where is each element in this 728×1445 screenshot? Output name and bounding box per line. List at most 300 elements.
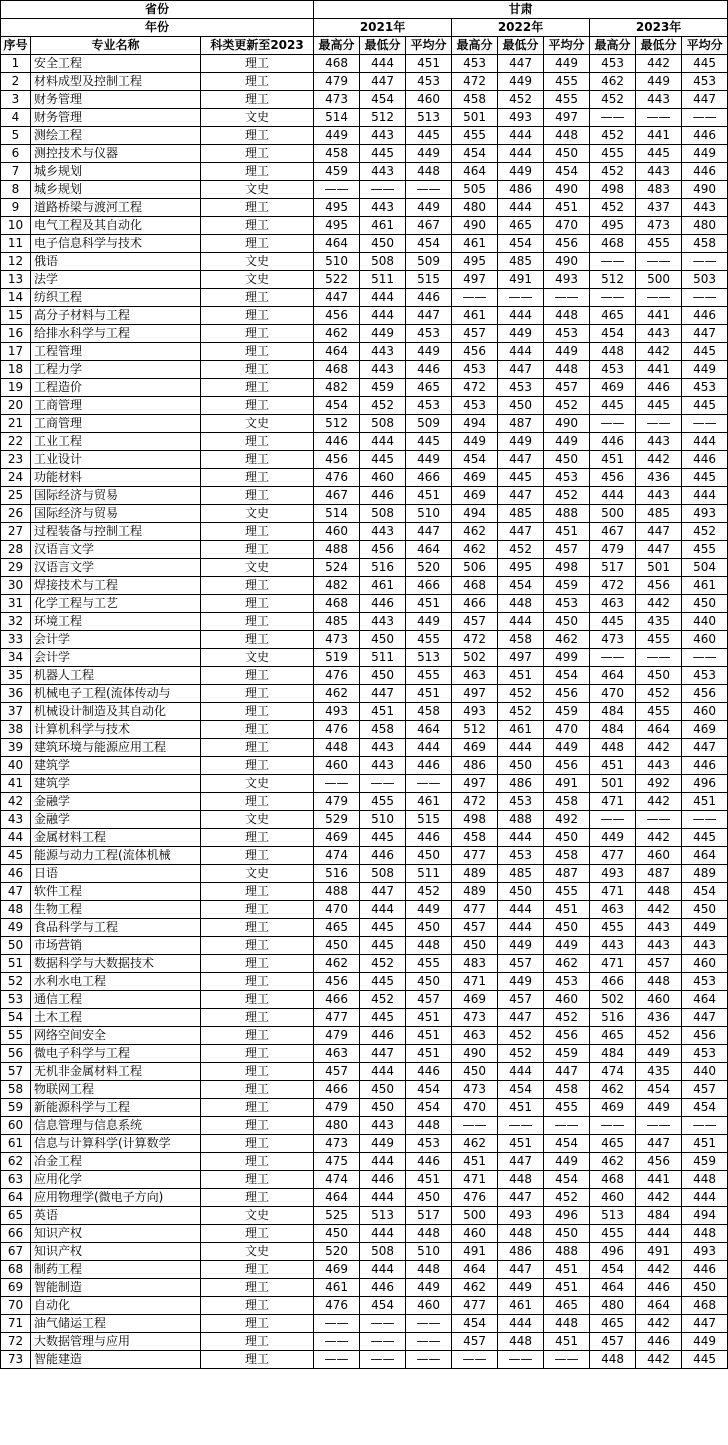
max-2021: 488 (314, 541, 360, 559)
min-2023: 446 (636, 1333, 682, 1351)
max-2022: 495 (452, 253, 498, 271)
max-2022: 468 (452, 577, 498, 595)
max-2023: 469 (590, 379, 636, 397)
major-name: 环境工程 (31, 613, 201, 631)
avg-2023: 445 (682, 397, 728, 415)
avg-2021: 448 (406, 937, 452, 955)
min-2021: 443 (360, 199, 406, 217)
major-name: 知识产权 (31, 1225, 201, 1243)
row-index: 44 (1, 829, 31, 847)
major-name: 信息与计算科学(计算数学 (31, 1135, 201, 1153)
max-2021: 477 (314, 1009, 360, 1027)
min-2021: 508 (360, 505, 406, 523)
min-2021: 443 (360, 127, 406, 145)
major-name: 金融学 (31, 811, 201, 829)
min-2021: 450 (360, 235, 406, 253)
max-2023: 455 (590, 919, 636, 937)
min-2021: 449 (360, 325, 406, 343)
major-name: 大数据管理与应用 (31, 1333, 201, 1351)
avg-2023: 460 (682, 703, 728, 721)
max-2023: 451 (590, 757, 636, 775)
avg-2021: 515 (406, 811, 452, 829)
max-2021: 485 (314, 613, 360, 631)
min-2022: 454 (498, 577, 544, 595)
min-2022: 452 (498, 1045, 544, 1063)
avg-2023: 504 (682, 559, 728, 577)
max-2022: 462 (452, 1135, 498, 1153)
max-2022: 469 (452, 991, 498, 1009)
row-index: 42 (1, 793, 31, 811)
major-name: 微电子科学与工程 (31, 1045, 201, 1063)
major-name: 无机非金属材料工程 (31, 1063, 201, 1081)
avg-2021: 447 (406, 523, 452, 541)
avg-2021: 460 (406, 1297, 452, 1315)
major-name: 智能建造 (31, 1351, 201, 1369)
min-2021: 508 (360, 415, 406, 433)
min-2023: 445 (636, 397, 682, 415)
subject-type: 文史 (201, 109, 314, 127)
avg-2021: 446 (406, 1063, 452, 1081)
max-2023: 443 (590, 937, 636, 955)
major-name: 国际经济与贸易 (31, 487, 201, 505)
subject-type: 理工 (201, 739, 314, 757)
table-row (1, 73, 728, 91)
avg-2021: 446 (406, 829, 452, 847)
min-2022: —— (498, 289, 544, 307)
min-2021: 450 (360, 1099, 406, 1117)
max-2022: 453 (452, 55, 498, 73)
avg-2023: 461 (682, 577, 728, 595)
max-2023: 464 (590, 667, 636, 685)
max-2021: 469 (314, 1261, 360, 1279)
min-2022: 457 (498, 991, 544, 1009)
min-2022: 449 (498, 73, 544, 91)
max-2023: —— (590, 649, 636, 667)
table-row (1, 289, 728, 307)
max-2021: 466 (314, 1081, 360, 1099)
min-2022: 486 (498, 775, 544, 793)
max-2023: 480 (590, 1297, 636, 1315)
avg-2022: 454 (544, 1171, 590, 1189)
min-2023: 452 (636, 685, 682, 703)
max-2021: 469 (314, 829, 360, 847)
table-row (1, 685, 728, 703)
max-2023: 445 (590, 613, 636, 631)
max-2021: 476 (314, 721, 360, 739)
table-row (1, 901, 728, 919)
max-2023: 484 (590, 721, 636, 739)
max-2023: —— (590, 415, 636, 433)
major-name: 功能材料 (31, 469, 201, 487)
subject-type: 文史 (201, 559, 314, 577)
avg-2021: 451 (406, 55, 452, 73)
min-2021: 443 (360, 163, 406, 181)
row-index: 54 (1, 1009, 31, 1027)
min-2022: 449 (498, 973, 544, 991)
subject-type: 理工 (201, 1279, 314, 1297)
avg-2022: 451 (544, 1333, 590, 1351)
max-2023: 453 (590, 55, 636, 73)
major-name: 安全工程 (31, 55, 201, 73)
min-2021: 446 (360, 1279, 406, 1297)
row-index: 37 (1, 703, 31, 721)
max-2022: 453 (452, 361, 498, 379)
avg-2021: 450 (406, 847, 452, 865)
table-row (1, 955, 728, 973)
table-row (1, 811, 728, 829)
major-name: 市场营销 (31, 937, 201, 955)
subject-type: 理工 (201, 1153, 314, 1171)
max-2021: 461 (314, 1279, 360, 1297)
max-2022: 471 (452, 1171, 498, 1189)
avg-2023: 454 (682, 883, 728, 901)
min-2023: 442 (636, 1315, 682, 1333)
col-avg-2022: 平均分 (544, 37, 590, 55)
table-row (1, 505, 728, 523)
major-name: 材料成型及控制工程 (31, 73, 201, 91)
table-row (1, 865, 728, 883)
row-index: 73 (1, 1351, 31, 1369)
min-2021: 446 (360, 487, 406, 505)
max-2021: 524 (314, 559, 360, 577)
avg-2023: 446 (682, 127, 728, 145)
table-row (1, 91, 728, 109)
avg-2021: 466 (406, 469, 452, 487)
subject-type: 理工 (201, 1351, 314, 1369)
province-row (1, 1, 728, 19)
row-index: 5 (1, 127, 31, 145)
row-index: 20 (1, 397, 31, 415)
avg-2023: 443 (682, 937, 728, 955)
min-2021: 449 (360, 1135, 406, 1153)
min-2023: 442 (636, 595, 682, 613)
avg-2021: 510 (406, 1243, 452, 1261)
max-2023: 452 (590, 127, 636, 145)
table-row (1, 1243, 728, 1261)
subject-type: 理工 (201, 541, 314, 559)
avg-2022: 448 (544, 307, 590, 325)
avg-2021: 466 (406, 577, 452, 595)
subject-type: 理工 (201, 1063, 314, 1081)
table-row (1, 937, 728, 955)
min-2021: 445 (360, 973, 406, 991)
avg-2023: 448 (682, 1171, 728, 1189)
avg-2022: 450 (544, 1225, 590, 1243)
avg-2023: 444 (682, 1189, 728, 1207)
major-name: 化学工程与工艺 (31, 595, 201, 613)
row-index: 53 (1, 991, 31, 1009)
min-2021: 512 (360, 109, 406, 127)
max-2023: 462 (590, 1081, 636, 1099)
row-index: 19 (1, 379, 31, 397)
subject-type: 理工 (201, 469, 314, 487)
major-name: 机械电子工程(流体传动与 (31, 685, 201, 703)
row-index: 58 (1, 1081, 31, 1099)
min-2021: 461 (360, 577, 406, 595)
max-2023: 479 (590, 541, 636, 559)
max-2022: 483 (452, 955, 498, 973)
avg-2023: —— (682, 289, 728, 307)
max-2022: 489 (452, 883, 498, 901)
max-2021: 473 (314, 631, 360, 649)
avg-2021: 449 (406, 1279, 452, 1297)
max-2021: —— (314, 775, 360, 793)
min-2022: 450 (498, 397, 544, 415)
major-name: 俄语 (31, 253, 201, 271)
subject-type: 理工 (201, 163, 314, 181)
table-row (1, 325, 728, 343)
min-2022: 447 (498, 523, 544, 541)
avg-2023: 493 (682, 505, 728, 523)
subject-type: 文史 (201, 865, 314, 883)
max-2021: 458 (314, 145, 360, 163)
min-2023: 473 (636, 217, 682, 235)
avg-2021: 454 (406, 1099, 452, 1117)
table-row (1, 1189, 728, 1207)
avg-2021: 446 (406, 289, 452, 307)
subject-type: 文史 (201, 811, 314, 829)
avg-2023: 447 (682, 325, 728, 343)
min-2021: 444 (360, 307, 406, 325)
avg-2022: 460 (544, 991, 590, 1009)
avg-2023: 460 (682, 631, 728, 649)
row-index: 40 (1, 757, 31, 775)
max-2022: 506 (452, 559, 498, 577)
major-name: 给排水科学与工程 (31, 325, 201, 343)
avg-2023: 453 (682, 1045, 728, 1063)
min-2023: 449 (636, 73, 682, 91)
col-min-2023: 最低分 (636, 37, 682, 55)
min-2021: 446 (360, 1171, 406, 1189)
avg-2022: 457 (544, 379, 590, 397)
subject-type: 理工 (201, 1081, 314, 1099)
min-2023: 487 (636, 865, 682, 883)
min-2022: 486 (498, 181, 544, 199)
max-2023: 468 (590, 1171, 636, 1189)
avg-2023: 450 (682, 1279, 728, 1297)
min-2023: 456 (636, 1153, 682, 1171)
max-2021: 449 (314, 127, 360, 145)
max-2021: 495 (314, 199, 360, 217)
subject-type: 理工 (201, 1261, 314, 1279)
table-row (1, 1045, 728, 1063)
table-row (1, 973, 728, 991)
avg-2022: 458 (544, 847, 590, 865)
avg-2022: 488 (544, 1243, 590, 1261)
avg-2023: 440 (682, 613, 728, 631)
avg-2022: 456 (544, 235, 590, 253)
min-2021: 444 (360, 289, 406, 307)
min-2021: 444 (360, 1189, 406, 1207)
min-2022: 491 (498, 271, 544, 289)
max-2022: 512 (452, 721, 498, 739)
min-2022: 453 (498, 793, 544, 811)
max-2022: 449 (452, 433, 498, 451)
min-2022: 452 (498, 1027, 544, 1045)
max-2023: 455 (590, 145, 636, 163)
min-2022: 444 (498, 343, 544, 361)
avg-2023: 447 (682, 91, 728, 109)
min-2021: 445 (360, 919, 406, 937)
min-2021: 450 (360, 667, 406, 685)
avg-2022: 453 (544, 973, 590, 991)
min-2021: —— (360, 775, 406, 793)
avg-2021: 455 (406, 631, 452, 649)
avg-2022: 448 (544, 1315, 590, 1333)
avg-2023: 449 (682, 919, 728, 937)
row-index: 43 (1, 811, 31, 829)
max-2023: 449 (590, 829, 636, 847)
avg-2022: 490 (544, 181, 590, 199)
subject-type: 理工 (201, 829, 314, 847)
min-2023: 500 (636, 271, 682, 289)
avg-2021: —— (406, 1333, 452, 1351)
major-name: 工商管理 (31, 397, 201, 415)
max-2021: 473 (314, 91, 360, 109)
max-2022: 454 (452, 1315, 498, 1333)
max-2021: —— (314, 1315, 360, 1333)
table-row (1, 847, 728, 865)
row-index: 15 (1, 307, 31, 325)
avg-2022: 451 (544, 1279, 590, 1297)
subject-type: 理工 (201, 1099, 314, 1117)
major-name: 能源与动力工程(流体机械 (31, 847, 201, 865)
subject-type: 理工 (201, 919, 314, 937)
avg-2022: 457 (544, 541, 590, 559)
max-2022: 457 (452, 613, 498, 631)
year-2022: 2022年 (452, 19, 590, 37)
min-2023: 442 (636, 739, 682, 757)
max-2022: 457 (452, 1333, 498, 1351)
max-2022: 472 (452, 793, 498, 811)
min-2023: 441 (636, 127, 682, 145)
max-2022: 456 (452, 343, 498, 361)
table-row (1, 577, 728, 595)
table-row (1, 649, 728, 667)
max-2021: 522 (314, 271, 360, 289)
min-2023: 442 (636, 343, 682, 361)
avg-2022: 498 (544, 559, 590, 577)
max-2022: —— (452, 1351, 498, 1369)
min-2022: 448 (498, 1333, 544, 1351)
row-index: 46 (1, 865, 31, 883)
avg-2022: 451 (544, 901, 590, 919)
avg-2023: 455 (682, 541, 728, 559)
max-2021: 474 (314, 1171, 360, 1189)
max-2023: 470 (590, 685, 636, 703)
max-2023: —— (590, 109, 636, 127)
max-2023: 465 (590, 307, 636, 325)
avg-2021: 448 (406, 1261, 452, 1279)
min-2023: 449 (636, 1099, 682, 1117)
col-avg-2021: 平均分 (406, 37, 452, 55)
avg-2023: 449 (682, 1333, 728, 1351)
max-2023: 516 (590, 1009, 636, 1027)
avg-2021: 449 (406, 343, 452, 361)
table-row (1, 667, 728, 685)
max-2023: 452 (590, 91, 636, 109)
max-2023: 460 (590, 1189, 636, 1207)
min-2023: 436 (636, 1009, 682, 1027)
subject-type: 理工 (201, 1297, 314, 1315)
avg-2023: 452 (682, 523, 728, 541)
min-2021: 454 (360, 1297, 406, 1315)
avg-2023: 454 (682, 1099, 728, 1117)
max-2023: —— (590, 253, 636, 271)
major-name: 国际经济与贸易 (31, 505, 201, 523)
col-index-header: 序号 (1, 37, 31, 55)
max-2022: 469 (452, 739, 498, 757)
min-2022: 444 (498, 739, 544, 757)
avg-2021: 449 (406, 451, 452, 469)
min-2023: 452 (636, 1027, 682, 1045)
table-row (1, 739, 728, 757)
max-2023: 445 (590, 397, 636, 415)
max-2023: 471 (590, 793, 636, 811)
row-index: 35 (1, 667, 31, 685)
min-2021: 443 (360, 523, 406, 541)
avg-2022: 449 (544, 433, 590, 451)
min-2023: 492 (636, 775, 682, 793)
min-2023: 443 (636, 91, 682, 109)
subject-type: 理工 (201, 1171, 314, 1189)
min-2021: 508 (360, 865, 406, 883)
max-2021: 456 (314, 307, 360, 325)
min-2021: —— (360, 1351, 406, 1369)
row-index: 28 (1, 541, 31, 559)
avg-2023: 443 (682, 199, 728, 217)
avg-2023: 453 (682, 379, 728, 397)
min-2022: 447 (498, 1153, 544, 1171)
max-2023: 465 (590, 1315, 636, 1333)
major-name: 水利水电工程 (31, 973, 201, 991)
row-index: 7 (1, 163, 31, 181)
col-max-2021: 最高分 (314, 37, 360, 55)
min-2021: 516 (360, 559, 406, 577)
major-name: 财务管理 (31, 109, 201, 127)
avg-2021: 453 (406, 1135, 452, 1153)
min-2022: 444 (498, 307, 544, 325)
avg-2021: 460 (406, 91, 452, 109)
min-2023: 436 (636, 469, 682, 487)
table-row (1, 883, 728, 901)
min-2022: 452 (498, 91, 544, 109)
avg-2022: 496 (544, 1207, 590, 1225)
row-index: 63 (1, 1171, 31, 1189)
max-2022: 462 (452, 541, 498, 559)
avg-2023: 447 (682, 1315, 728, 1333)
major-name: 建筑学 (31, 757, 201, 775)
min-2021: 513 (360, 1207, 406, 1225)
min-2021: 459 (360, 379, 406, 397)
subject-type: 理工 (201, 289, 314, 307)
row-index: 61 (1, 1135, 31, 1153)
min-2021: 446 (360, 847, 406, 865)
major-name: 土木工程 (31, 1009, 201, 1027)
avg-2022: 452 (544, 487, 590, 505)
avg-2022: 448 (544, 361, 590, 379)
max-2023: 444 (590, 487, 636, 505)
subject-type: 理工 (201, 1189, 314, 1207)
table-row (1, 253, 728, 271)
year-label: 年份 (1, 19, 314, 37)
avg-2021: 450 (406, 1189, 452, 1207)
row-index: 65 (1, 1207, 31, 1225)
min-2022: 453 (498, 379, 544, 397)
row-index: 18 (1, 361, 31, 379)
major-name: 工业工程 (31, 433, 201, 451)
min-2023: 446 (636, 379, 682, 397)
